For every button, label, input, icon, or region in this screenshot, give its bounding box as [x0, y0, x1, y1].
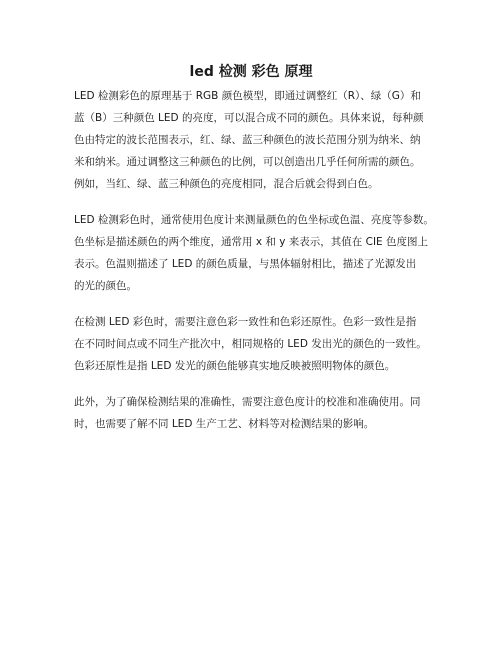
paragraph-2-line-3: 表示。色温则描述了 LED 的颜色质量，与黑体辐射相比，描述了光源发出	[74, 258, 417, 270]
paragraph-2-line-2: 色坐标是描述颜色的两个维度，通常用 x 和 y 来表示，其值在 CIE 色度图上	[74, 236, 429, 248]
paragraph-3-line-3: 色彩还原性是指 LED 发光的颜色能够真实地反映被照明物体的颜色。	[74, 360, 396, 372]
paragraph-3-line-1: 在检测 LED 彩色时，需要注意色彩一致性和色彩还原性。色彩一致性是指	[74, 316, 417, 328]
paragraph-1-line-1: LED 检测彩色的原理基于 RGB 颜色模型，即通过调整红（R）、绿（G）和	[74, 90, 421, 102]
paragraph-1-line-5: 例如，当红、绿、蓝三种颜色的亮度相同，混合后就会得到白色。	[74, 178, 379, 190]
paragraph-2-line-1: LED 检测彩色时，通常使用色度计来测量颜色的色坐标或色温、亮度等参数。	[74, 214, 434, 226]
paragraph-2-line-4: 的光的颜色。	[74, 280, 137, 292]
paragraph-1-line-3: 色由特定的波长范围表示，红、绿、蓝三种颜色的波长范围分别为纳米、纳	[74, 134, 421, 146]
paragraph-1-line-2: 蓝（B）三种颜色 LED 的亮度，可以混合成不同的颜色。具体来说，每种颜	[74, 112, 424, 124]
paragraph-1-line-4: 米和纳米。通过调整这三种颜色的比例，可以创造出几乎任何所需的颜色。	[74, 156, 421, 168]
paragraph-4-line-1: 此外，为了确保检测结果的准确性，需要注意色度计的校准和准确使用。同	[74, 396, 421, 408]
paragraph-4-line-2: 时，也需要了解不同 LED 生产工艺、材料等对检测结果的影响。	[74, 418, 375, 430]
document-title: led 检测 彩色 原理	[189, 64, 313, 80]
paragraph-3-line-2: 在不同时间点或不同生产批次中，相同规格的 LED 发出光的颜色的一致性。	[74, 338, 427, 350]
